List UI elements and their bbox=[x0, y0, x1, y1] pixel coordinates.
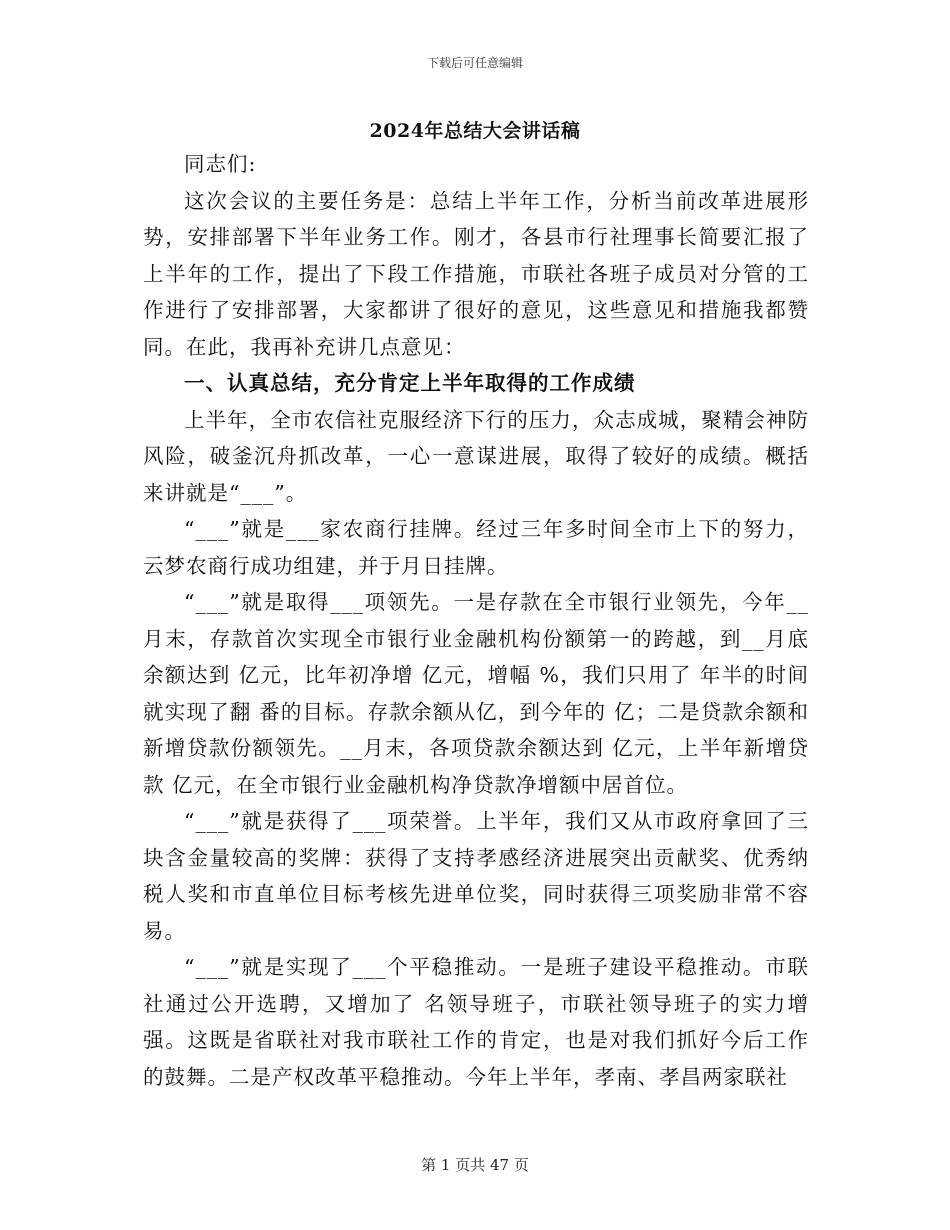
paragraph-summary: 上半年，全市农信社克服经济下行的压力，众志成城，聚精会神防风险，破釜沉舟抓改革，一心一意谋进展，取得了较好的成绩。概括来讲就是“___”。 bbox=[143, 407, 809, 505]
greeting: 同志们: bbox=[184, 152, 257, 176]
paragraph-leading: “___”就是取得___项领先。一是存款在全市银行业领先，今年__月末，存款首次实现全市银行业金融机构份额第一的跨越，到__月底余额达到 亿元，比年初净增 亿元，增幅 %，我们只用了 年半的时间就实现了翻 番的目标。存款余额从亿，到今年的 亿；二是贷款余额和新增贷款份额领先。__月末，各项贷款余额达到 亿元，上半年新增贷款 亿元，在全市银行业金融机构净贷款净增额中居首位。 bbox=[143, 590, 809, 797]
document-title: 2024年总结大会讲话稿 bbox=[369, 120, 581, 142]
page-footer: 第 1 页共 47 页 bbox=[421, 1156, 529, 1174]
paragraph-listing: “___”就是___家农商行挂牌。经过三年多时间全市上下的努力，云梦农商行成功组建，并于月日挂牌。 bbox=[143, 517, 809, 578]
paragraph-progress: “___”就是实现了___个平稳推动。一是班子建设平稳推动。市联社通过公开选聘，又增加了 名领导班子，市联社领导班子的实力增强。这既是省联社对我市联社工作的肯定，也是对我们抓好今后工作的鼓舞。二是产权改革平稳推动。今年上半年，孝南、孝昌两家联社 bbox=[143, 955, 809, 1089]
paragraph-honors: “___”就是获得了___项荣誉。上半年，我们又从市政府拿回了三块含金量较高的奖牌：获得了支持孝感经济进展突出贡献奖、优秀纳税人奖和市直单位目标考核先进单位奖，同时获得三项奖励非常不容易。 bbox=[143, 809, 809, 943]
document-body bbox=[143, 146, 809, 1095]
page-header-note: 下载后可任意编辑 bbox=[426, 56, 523, 70]
section-heading: 一、认真总结，充分肯定上半年取得的工作成绩 bbox=[184, 371, 636, 395]
paragraph-intro: 这次会议的主要任务是：总结上半年工作，分析当前改革进展形势，安排部署下半年业务工作。刚才，各县市行社理事长简要汇报了上半年的工作，提出了下段工作措施，市联社各班子成员对分管的工作进行了安排部署，大家都讲了很好的意见，这些意见和措施我都赞同。在此，我再补充讲几点意见： bbox=[143, 188, 809, 359]
